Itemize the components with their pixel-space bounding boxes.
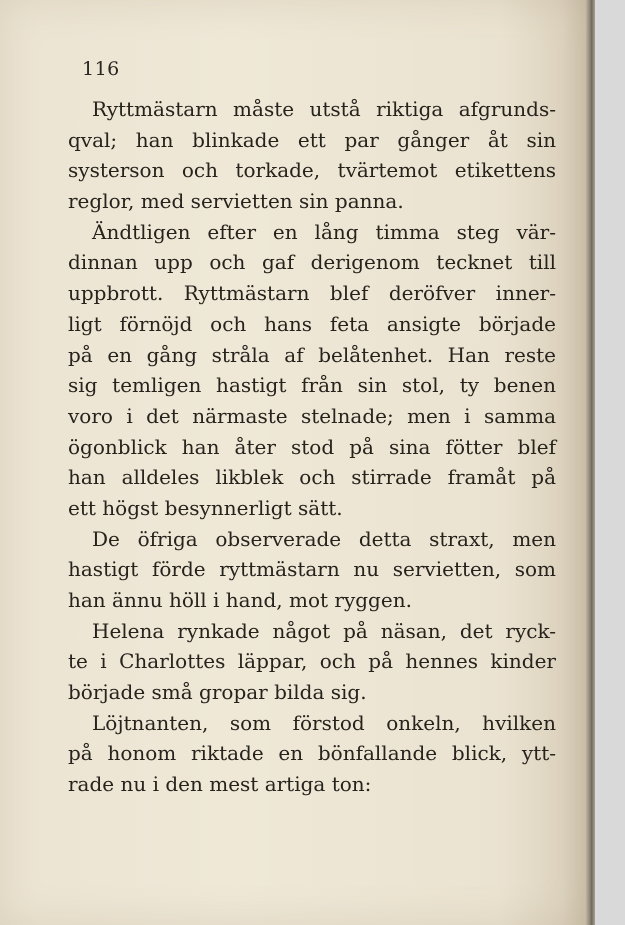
text-line: han ännu höll i hand, mot ryggen. [68, 588, 412, 612]
text-line: sig temligen hastigt från sin stol, ty benen [68, 373, 556, 398]
text-line: rade nu i den mest artiga ton: [68, 772, 372, 797]
text-line: voro i det närmaste stelnade; men i samma [68, 403, 556, 428]
text-line: De öfriga observerade detta straxt, men [92, 526, 556, 551]
text-line: uppbrott. Ryttmästarn blef deröfver inner- [68, 281, 556, 306]
text-line: systerson och torkade, tvärtemot etikettens [68, 158, 556, 183]
text-line: på honom riktade en bönfallande blick, ytt- [68, 741, 556, 766]
text-line: på en gång stråla af belåtenhet. Han reste [68, 342, 556, 367]
text-line: Ryttmästarn måste utstå riktiga afgrunds- [92, 97, 556, 121]
text-line: te i Charlottes läppar, och på hennes kinder [68, 649, 556, 674]
text-line: Ändtligen efter en lång timma steg vär- [92, 219, 556, 244]
text-line: Löjtnanten, som förstod onkeln, hvilken [92, 710, 556, 735]
text-line: började små gropar bilda sig. [68, 680, 367, 705]
text-line: Helena rynkade något på näsan, det ryck- [92, 618, 556, 643]
text-line: han alldeles likblek och stirrade framåt på [68, 465, 556, 490]
book-gutter [586, 0, 595, 925]
text-line: qval; han blinkade ett par gånger åt sin [68, 127, 556, 152]
text-line: reglor, med servietten sin panna. [68, 189, 404, 214]
text-line: hastigt förde ryttmästarn nu servietten, som [68, 557, 556, 582]
text-line: ett högst besynnerligt sätt. [68, 495, 343, 520]
text-line: ligt förnöjd och hans feta ansigte började [68, 311, 556, 336]
text-line: ögonblick han åter stod på sina fötter blef [68, 434, 556, 459]
body-text [68, 94, 556, 800]
page-number: 116 [82, 58, 120, 80]
text-line: dinnan upp och gaf derigenom tecknet till [68, 250, 556, 275]
scan-background [595, 0, 625, 925]
